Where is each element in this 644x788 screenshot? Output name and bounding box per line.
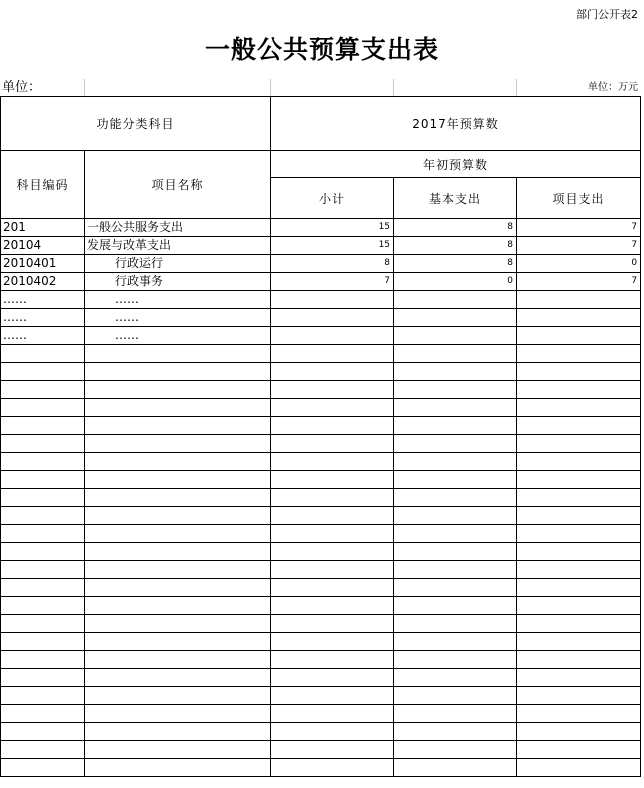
cell-code <box>1 417 85 435</box>
header-code: 科目编码 <box>1 151 85 219</box>
cell-code: 2010402 <box>1 273 85 291</box>
cell-code <box>1 363 85 381</box>
cell-project <box>517 687 641 705</box>
header-functional-category: 功能分类科目 <box>1 97 271 151</box>
header-subtotal: 小计 <box>271 178 394 219</box>
cell-project: 7 <box>517 237 641 255</box>
cell-subtotal <box>271 633 394 651</box>
cell-subtotal <box>271 759 394 777</box>
table-number-label: 部门公开表2 <box>576 8 638 21</box>
cell-basic <box>394 291 517 309</box>
cell-basic <box>394 435 517 453</box>
cell-code <box>1 723 85 741</box>
table-row <box>1 489 641 507</box>
cell-subtotal <box>271 723 394 741</box>
cell-name <box>85 759 271 777</box>
cell-code <box>1 687 85 705</box>
cell-name <box>85 399 271 417</box>
cell-basic <box>394 489 517 507</box>
cell-project <box>517 579 641 597</box>
cell-subtotal <box>271 381 394 399</box>
cell-code <box>1 597 85 615</box>
cell-subtotal <box>271 345 394 363</box>
cell-code <box>1 633 85 651</box>
table-row <box>1 219 641 237</box>
page-title: 一般公共预算支出表 <box>204 35 439 64</box>
cell-basic <box>394 687 517 705</box>
cell-basic <box>394 417 517 435</box>
cell-basic <box>394 363 517 381</box>
cell-project <box>517 345 641 363</box>
table-row <box>1 309 641 327</box>
cell-subtotal <box>271 669 394 687</box>
table-row <box>1 741 641 759</box>
cell-name <box>85 345 271 363</box>
table-row <box>1 561 641 579</box>
header-basic: 基本支出 <box>394 178 517 219</box>
cell-name <box>85 723 271 741</box>
unit-label-left: 单位： <box>2 80 42 95</box>
cell-project <box>517 759 641 777</box>
table-row <box>1 579 641 597</box>
cell-project <box>517 309 641 327</box>
cell-basic <box>394 453 517 471</box>
cell-name <box>85 489 271 507</box>
cell-subtotal <box>271 579 394 597</box>
cell-project: 0 <box>517 255 641 273</box>
cell-divider <box>84 79 85 96</box>
cell-code: 2010401 <box>1 255 85 273</box>
cell-basic: 8 <box>394 219 517 237</box>
table-row <box>1 237 641 255</box>
table-row <box>1 633 641 651</box>
cell-project <box>517 561 641 579</box>
cell-project <box>517 489 641 507</box>
cell-code <box>1 561 85 579</box>
cell-code: 201 <box>1 219 85 237</box>
cell-subtotal <box>271 417 394 435</box>
table-row <box>1 255 641 273</box>
cell-divider <box>270 79 271 96</box>
cell-code <box>1 381 85 399</box>
cell-name <box>85 381 271 399</box>
cell-subtotal <box>271 525 394 543</box>
table-row <box>1 273 641 291</box>
cell-subtotal <box>271 363 394 381</box>
unit-label-right: 单位：万元 <box>588 82 638 93</box>
table-row <box>1 363 641 381</box>
cell-project <box>517 453 641 471</box>
table-row <box>1 417 641 435</box>
cell-code <box>1 399 85 417</box>
cell-name: 行政运行 <box>85 255 271 273</box>
cell-name <box>85 615 271 633</box>
cell-project <box>517 543 641 561</box>
cell-subtotal <box>271 651 394 669</box>
cell-basic <box>394 633 517 651</box>
cell-code <box>1 453 85 471</box>
cell-basic <box>394 705 517 723</box>
cell-name <box>85 453 271 471</box>
cell-basic <box>394 759 517 777</box>
cell-subtotal <box>271 435 394 453</box>
cell-project <box>517 741 641 759</box>
cell-project <box>517 615 641 633</box>
cell-code: 20104 <box>1 237 85 255</box>
cell-subtotal: 8 <box>271 255 394 273</box>
cell-code <box>1 705 85 723</box>
cell-name <box>85 543 271 561</box>
cell-project: 7 <box>517 219 641 237</box>
header-project: 项目支出 <box>517 178 641 219</box>
table-row <box>1 759 641 777</box>
cell-code <box>1 507 85 525</box>
cell-project <box>517 507 641 525</box>
cell-project <box>517 651 641 669</box>
cell-subtotal <box>271 453 394 471</box>
cell-project <box>517 327 641 345</box>
cell-basic <box>394 579 517 597</box>
cell-name <box>85 687 271 705</box>
cell-code <box>1 345 85 363</box>
cell-name <box>85 471 271 489</box>
cell-basic <box>394 723 517 741</box>
cell-subtotal <box>271 687 394 705</box>
cell-name <box>85 633 271 651</box>
table-row <box>1 669 641 687</box>
cell-project <box>517 435 641 453</box>
table-row <box>1 399 641 417</box>
cell-basic <box>394 309 517 327</box>
cell-code <box>1 525 85 543</box>
cell-name: 行政事务 <box>85 273 271 291</box>
cell-basic <box>394 741 517 759</box>
cell-subtotal <box>271 507 394 525</box>
cell-code: …… <box>1 291 85 309</box>
cell-name: …… <box>85 327 271 345</box>
cell-basic <box>394 669 517 687</box>
cell-project <box>517 399 641 417</box>
cell-name <box>85 561 271 579</box>
table-row <box>1 291 641 309</box>
table-row <box>1 507 641 525</box>
table-row <box>1 705 641 723</box>
header-row-2 <box>1 151 641 178</box>
cell-project <box>517 705 641 723</box>
cell-subtotal: 7 <box>271 273 394 291</box>
cell-basic: 8 <box>394 237 517 255</box>
cell-name: …… <box>85 291 271 309</box>
cell-project <box>517 525 641 543</box>
table-row <box>1 525 641 543</box>
cell-basic <box>394 561 517 579</box>
cell-code <box>1 579 85 597</box>
cell-code <box>1 489 85 507</box>
cell-basic <box>394 399 517 417</box>
cell-subtotal <box>271 471 394 489</box>
cell-code: …… <box>1 309 85 327</box>
cell-project <box>517 597 641 615</box>
cell-divider <box>516 79 517 96</box>
cell-code <box>1 435 85 453</box>
cell-basic <box>394 507 517 525</box>
unit-row <box>0 79 644 96</box>
table-row <box>1 651 641 669</box>
cell-subtotal <box>271 309 394 327</box>
cell-subtotal <box>271 597 394 615</box>
table-row <box>1 453 641 471</box>
cell-name: …… <box>85 309 271 327</box>
cell-name <box>85 363 271 381</box>
cell-basic <box>394 381 517 399</box>
cell-subtotal <box>271 399 394 417</box>
cell-name <box>85 651 271 669</box>
cell-subtotal <box>271 561 394 579</box>
cell-basic: 8 <box>394 255 517 273</box>
table-row <box>1 345 641 363</box>
cell-name <box>85 435 271 453</box>
header-row-1 <box>1 97 641 151</box>
cell-name <box>85 525 271 543</box>
cell-code <box>1 759 85 777</box>
table-row <box>1 435 641 453</box>
cell-basic: 0 <box>394 273 517 291</box>
cell-name <box>85 597 271 615</box>
cell-name: 一般公共服务支出 <box>85 219 271 237</box>
table-row <box>1 471 641 489</box>
cell-subtotal <box>271 489 394 507</box>
cell-code <box>1 741 85 759</box>
cell-basic <box>394 597 517 615</box>
cell-project <box>517 471 641 489</box>
header-initial-budget: 年初预算数 <box>271 151 641 178</box>
header-budget-year: 2017年预算数 <box>271 97 641 151</box>
cell-basic <box>394 651 517 669</box>
cell-name: 发展与改革支出 <box>85 237 271 255</box>
cell-basic <box>394 615 517 633</box>
budget-table <box>0 96 641 777</box>
table-row <box>1 543 641 561</box>
cell-code <box>1 543 85 561</box>
table-row <box>1 327 641 345</box>
cell-code <box>1 669 85 687</box>
cell-subtotal <box>271 543 394 561</box>
cell-basic <box>394 345 517 363</box>
cell-project: 7 <box>517 273 641 291</box>
cell-code: …… <box>1 327 85 345</box>
cell-divider <box>393 79 394 96</box>
table-row <box>1 381 641 399</box>
table-row <box>1 687 641 705</box>
cell-project <box>517 417 641 435</box>
cell-project <box>517 381 641 399</box>
cell-name <box>85 741 271 759</box>
cell-name <box>85 669 271 687</box>
cell-project <box>517 669 641 687</box>
cell-name <box>85 705 271 723</box>
cell-basic <box>394 525 517 543</box>
cell-subtotal <box>271 327 394 345</box>
cell-subtotal <box>271 705 394 723</box>
table-row <box>1 615 641 633</box>
table-row <box>1 597 641 615</box>
table-row <box>1 723 641 741</box>
cell-basic <box>394 327 517 345</box>
cell-project <box>517 723 641 741</box>
cell-subtotal <box>271 741 394 759</box>
cell-project <box>517 291 641 309</box>
cell-subtotal <box>271 291 394 309</box>
cell-name <box>85 507 271 525</box>
cell-subtotal: 15 <box>271 219 394 237</box>
cell-project <box>517 633 641 651</box>
cell-code <box>1 471 85 489</box>
cell-name <box>85 417 271 435</box>
header-name: 项目名称 <box>85 151 271 219</box>
cell-basic <box>394 471 517 489</box>
cell-subtotal: 15 <box>271 237 394 255</box>
cell-basic <box>394 543 517 561</box>
cell-project <box>517 363 641 381</box>
cell-name <box>85 579 271 597</box>
cell-subtotal <box>271 615 394 633</box>
cell-code <box>1 651 85 669</box>
cell-code <box>1 615 85 633</box>
